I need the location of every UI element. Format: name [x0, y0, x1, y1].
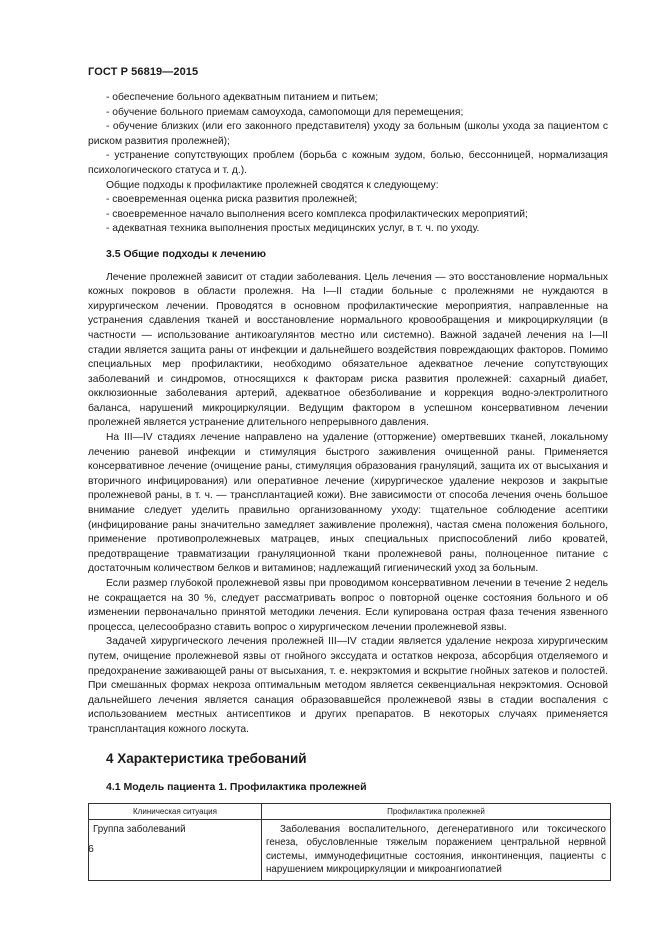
list-item: - своевременная оценка риска развития пролежней;	[106, 194, 358, 206]
paragraph: Лечение пролежней зависит от стадии заболевания. Цель лечения — это восстановление нормальных кожных покровов в области пролежня. На I—II стадии больные с пролежнями не нуждаются в хирургическом лечении. Проводятся в основном профилактические мероприятия, направленные на устранения сдавления тканей и восстановление нормального кровообращения и микроциркуляции (в частности — использование антикоагулянтов местно или системно). Важной задачей лечения на I—II стадии является защита раны от инфекции и дальнейшего воздействия повреждающих факторов. Помимо специальных мер профилактики, необходимо обязательное адекватное лечение сопутствующих заболеваний и синдромов, относящихся к факторам риска развития пролежней: сахарный диабет, окклюзионные заболевания артерий, адекватное обезболивание и коррекция водно-электролитного баланса, нарушений микроциркуляции. Ведущим фактором в успешном консервативном лечении пролежней является устранение длительного непрерывного давления.	[88, 271, 608, 429]
patient-model-table	[88, 803, 611, 882]
paragraph: Если размер глубокой пролежневой язвы при проводимом консервативном лечении в течение 2 недель не сокращается на 30 %, следует рассматривать вопрос о повторной оценке состояния больного и об изменении первоначально принятой методики лечения. Если купирована острая фаза течения язвенного процесса, целесообразно ставить вопрос о хирургическом лечении пролежневой язвы.	[88, 578, 608, 633]
section-4-1-heading: 4.1 Модель пациента 1. Профилактика пролежней	[106, 781, 367, 794]
paragraph: На III—IV стадиях лечение направлено на удаление (отторжение) омертвевших тканей, локальному лечению раневой инфекции и стимуляция быстрого заживления очищенной раны. Применяется консервативное лечение (очищение раны, стимуляция образования грануляций, защита их от высыхания и вторичного инфицирования) или оперативное лечение (хирургическое удаление некрозов и закрытые пролежневой раны, в т. ч. — трансплантацией кожи). Вне зависимости от способа лечения очень большое внимание следует уделить правильно организованному уходу: тщательное соблюдение асептики (инфицирование раны значительно замедляет заживление пролежня), частая смена положения больного, применение противопролежневых матрацев, иных специальных приспособлений либо кроватей, предотвращение травматизации грануляционной ткани пролежневой раны, полноценное питание с достаточным количеством белков и витаминов; надлежащий гигиенический уход за больным.	[88, 432, 608, 575]
cell-situation: Группа заболеваний	[89, 819, 262, 881]
page-content	[88, 91, 608, 881]
section-4-heading: 4 Характеристика требований	[106, 750, 307, 766]
paragraph: Задачей хирургического лечения пролежней III—IV стадии является удаление некроза хирургическим путем, очищение пролежневой язвы от гнойного экссудата и остатков некроза, абсорбция отделяемого и предохранение заживающей раны от высыхания, т. е. некрэктомия и вскрытие гнойных затеков и полостей. При смешанных формах некроза оптимальным методом является секвенциальная некрэктомия. Основой дальнейшего лечения является санация образовавшейся пролежневой язвы в стадии воспаления с использованием местных антисептиков и других препаратов. В некоторых случаях применяется трансплантация кожного лоскута.	[88, 636, 608, 735]
section-3-5-heading: 3.5 Общие подходы к лечению	[106, 247, 266, 260]
page-number: 6	[88, 843, 94, 855]
column-header-situation: Клиническая ситуация	[89, 803, 262, 819]
list-item: - обучение близких (или его законного представителя) уходу за больным (школы ухода за пациентом с риском развития пролежней);	[88, 121, 608, 147]
list-intro: Общие подходы к профилактике пролежней сводятся к следующему:	[106, 179, 439, 191]
list-item: - устранение сопутствующих проблем (борьба с кожным зудом, болью, бессонницей, нормализация психологического статуса и т. д.).	[88, 150, 608, 176]
column-header-prevention: Профилактика пролежней	[262, 803, 611, 819]
list-item: - обеспечение больного адекватным питанием и питьем;	[106, 92, 379, 103]
cell-prevention: Заболевания воспалительного, дегенеративного или токсического генеза, обусловленные тяжелым поражением центральной нервной системы, иммунодефицитные состояния, инконтиненция, пациенты с нарушением микроциркуляции и микроангиопатией	[262, 819, 611, 881]
list-item: - обучение больного приемам самоухода, самопомощи для перемещения;	[106, 106, 464, 118]
list-item: - своевременное начало выполнения всего комплекса профилактических мероприятий;	[106, 208, 528, 220]
standard-header: ГОСТ Р 56819—2015	[88, 66, 199, 78]
table-row	[89, 819, 611, 881]
table-header-row	[89, 803, 611, 819]
list-item: - адекватная техника выполнения простых медицинских услуг, в т. ч. по уходу.	[106, 223, 480, 235]
